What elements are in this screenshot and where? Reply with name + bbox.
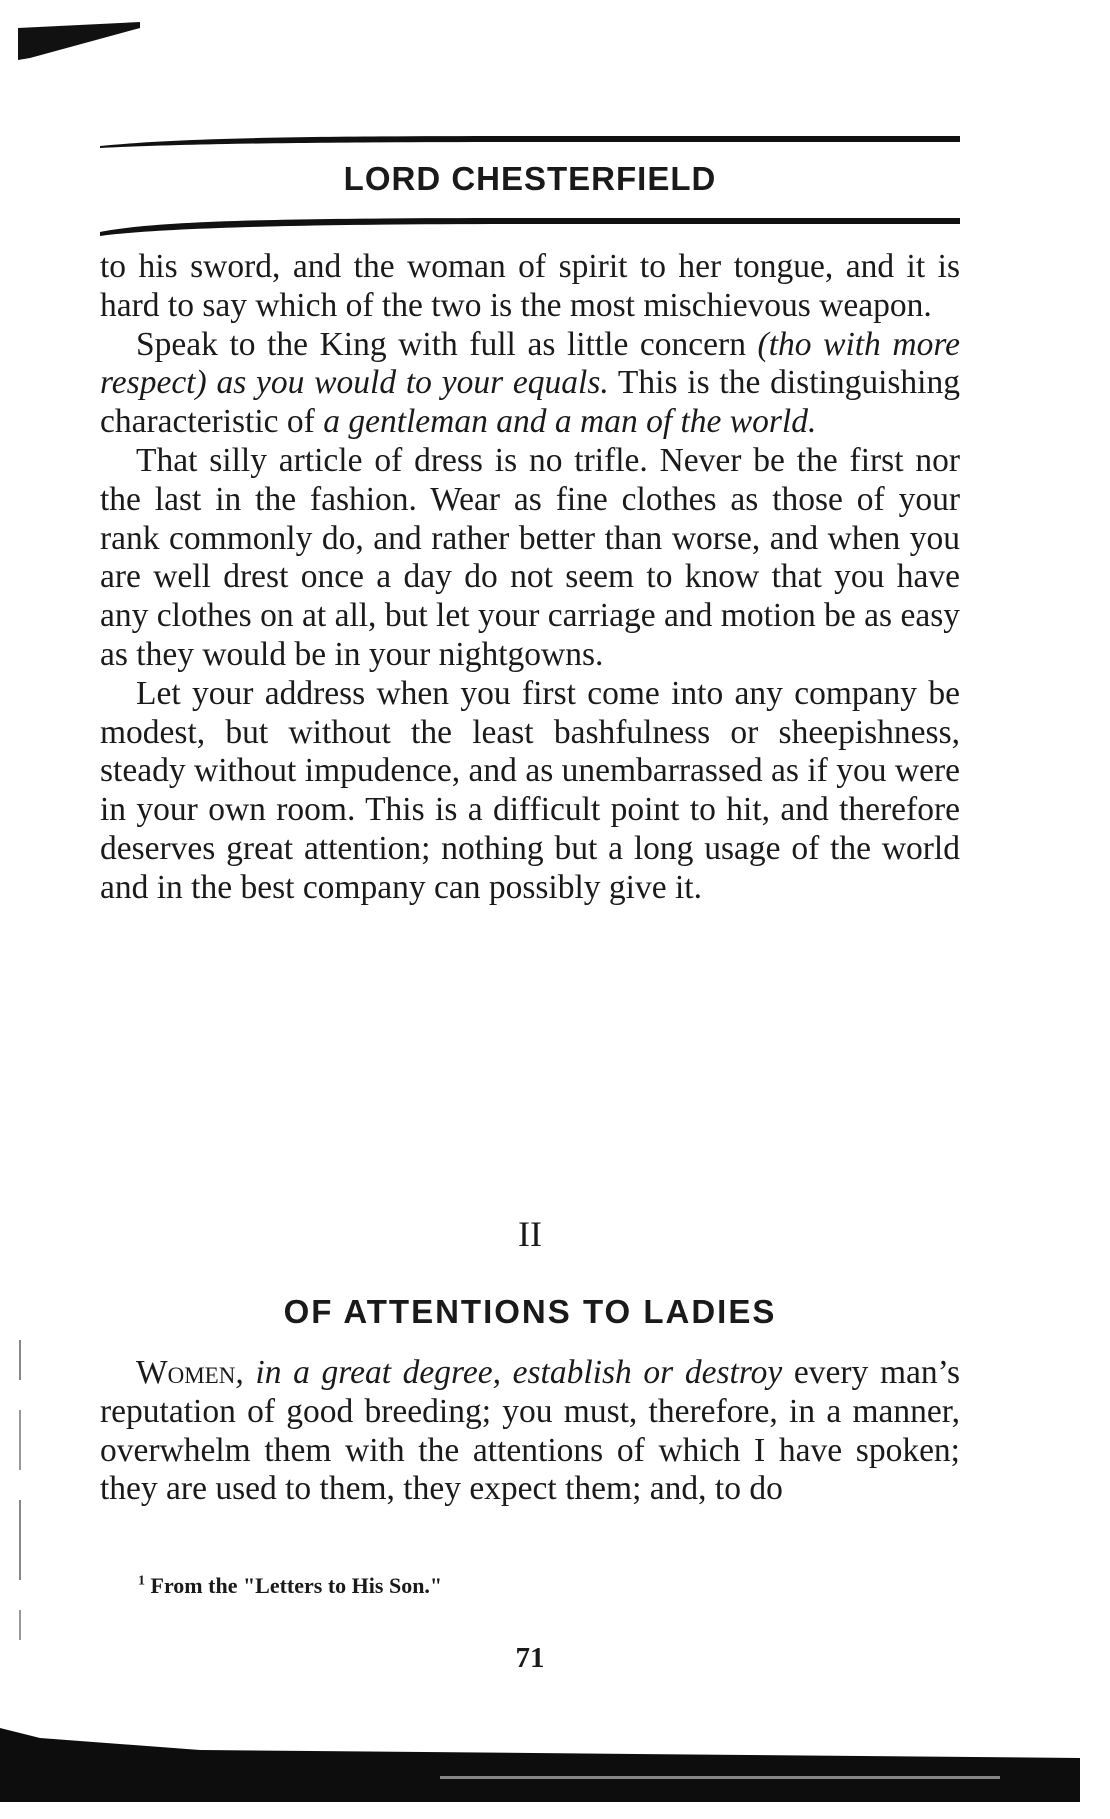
king-text-1: Speak to the King with full as little concern — [136, 325, 758, 363]
footnote-marker: 1 — [138, 1573, 145, 1589]
chapter-number: II — [518, 1214, 542, 1254]
king-italic-2: a gentleman and a man of the world. — [323, 403, 817, 441]
chapter-paragraph-rest: every man’s reputation of good breeding; you must, therefore, in a manner, overwhelm them with the attentions of which I have spoken; they are used to them, they expect them; and, to do — [100, 1354, 960, 1508]
running-head: LORD CHESTERFIELD — [343, 160, 717, 197]
body-text — [100, 248, 960, 908]
footnote-text: From the "Letters to His Son." — [150, 1573, 443, 1598]
paragraph-continued: to his sword, and the woman of spirit to her tongue, and it is hard to say which of the two is the most mischievous weapon. — [100, 248, 960, 324]
chapter-text — [100, 1354, 960, 1509]
page-number: 71 — [515, 1642, 545, 1674]
chapter-lead-italic: , in a great degree, establish or destroy — [235, 1354, 783, 1391]
footnote — [138, 1573, 442, 1599]
chapter-paragraph — [100, 1354, 960, 1509]
chapter-lead-word: Women — [136, 1354, 236, 1391]
paragraph-dress: That silly article of dress is no trifle. Never be the first nor the last in the fashion. Wear as fine clothes as those of your rank commonly do, and rather better than worse, and when you are well drest once a day do not seem to know that you have any clothes on at all, but let your carriage and motion be as easy as they would be in your nightgowns. — [100, 441, 960, 673]
king-italic: (tho with more respect) as you would to your equals. — [100, 325, 960, 402]
header-bottom-rule — [100, 210, 960, 236]
header-top-rule — [100, 130, 960, 152]
paragraph-king — [100, 326, 960, 442]
scan-bottom-bar — [0, 1728, 1080, 1808]
margin-scan-dots — [18, 1340, 22, 1660]
chapter-title: OF ATTENTIONS TO LADIES — [283, 1293, 777, 1330]
paragraph-address: Let your address when you first come into any company be modest, but without the least bashfulness or sheepishness, steady without impudence, and as unembarrassed as if you were in your own room. This is a difficult point to hit, and therefore deserves great attention; nothing but a long usage of the world and in the best company can possibly give it. — [100, 674, 960, 906]
king-text-2: This is the distinguishing characteristic of — [100, 364, 960, 441]
scan-corner-mark — [0, 0, 150, 80]
